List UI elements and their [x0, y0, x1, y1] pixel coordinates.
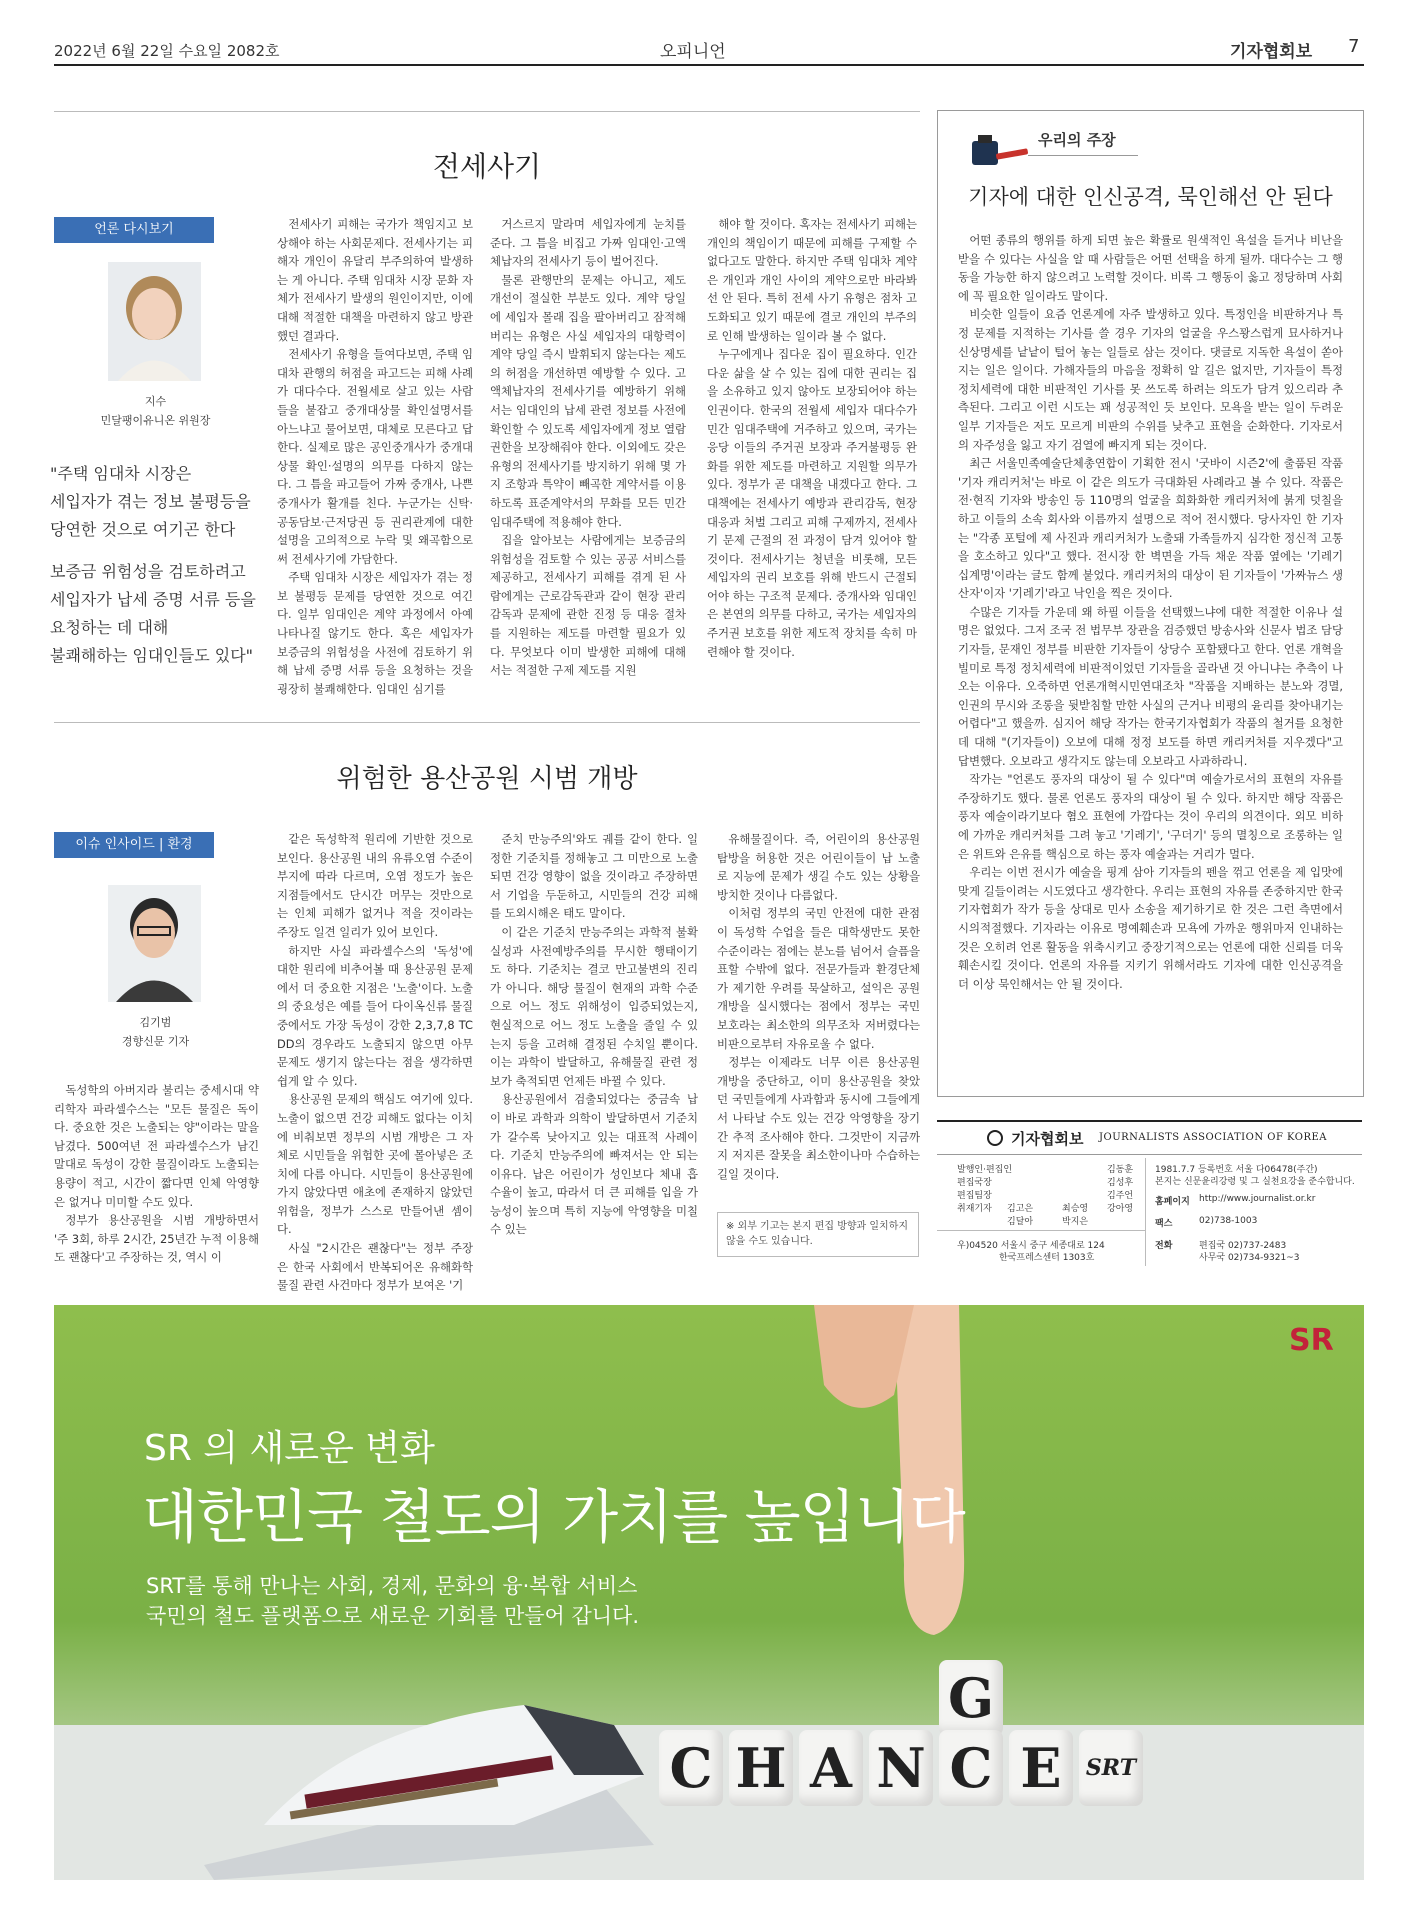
paragraph: 비슷한 일들이 요즘 언론계에 자주 발생하고 있다. 특정인을 비판하거나 특정 문제를 지적하는 기사를 쓸 경우 기자의 얼굴을 우스꽝스럽게 묘사하거나 신상명세를 낱낱이 털어 놓는 일들로 삼는 것이다. 댓글로 지독한 욕설이 쏟아지는 일은 일이다. 가해자들의 마음을 정확히 알 길은 없지만, 기자들이 특정 정치세력에 대한 비판적인 기사를 못 쓰도록 하려는 의도가 담겨 있으리라 추측된다. 그리고 이런 시도는 꽤 성공적인 듯 보인다. 모욕을 받는 일이 두려운 일부 기자들은 저도 모르게 비판의 수위를 낮추고 표현을 순화한다. 기자로서의 자주성을 잃고 자기 검열에 빠지게 되는 것이다. — [958, 307, 1343, 452]
pull-quote-line: 요청하는 데 대해 — [50, 618, 169, 637]
editorial-label-underline — [1028, 155, 1138, 156]
paragraph: 작가는 "언론도 풍자의 대상이 될 수 있다"며 예술가로서의 표현의 자유를 주장하기도 했다. 물론 언론도 풍자의 대상이 될 수 있다. 하지만 해당 작품은 풍자 예술이라기보다 혐오 표현에 가깝다는 것이 우리의 의견이다. 외모 비하에 가까운 캐리커처를 그려 놓고 '기레기', '구더기' 등의 멸칭으로 조롱하는 일은 위트와 은유를 핵심으로 하는 풍자 예술과는 거리가 멀다. — [958, 772, 1343, 861]
masthead-role: 취재기자 — [957, 1204, 992, 1214]
masthead-divider — [1145, 1158, 1146, 1266]
article1-body-col1 — [277, 215, 473, 696]
pull-quote — [50, 460, 260, 670]
ink-pen-icon — [968, 127, 1028, 171]
masthead-fax: 02)738-1003 — [1199, 1216, 1258, 1226]
paragraph: 누구에게나 집다운 집이 필요하다. 인간다운 삶을 살 수 있는 집에 대한 권리는 집을 소유하고 있지 않아도 보장되어야 하는 인권이다. 한국의 전월세 세입자 대다수가 민간 임대주택에 거주하고 있으며, 국가는 응당 이들의 주거권 보장과 주거불평등 완화를 위한 제도를 마련하고 지원할 의무가 있다. 정부가 곧 대책을 내겠다고 한다. 그 대책에는 전세사기 예방과 관리감독, 현장대응과 처벌 그리고 피해 구제까지, 전세사기 문제 근절의 전 과정이 담겨 있어야 할 것이다. 전세사기는 청년을 비롯해, 모든 세입자의 권리 보호를 위해 반드시 근절되어야 하는 구조적 문제다. 중개사와 임대인은 본연의 의무를 다하고, 국가는 세입자의 주거권 보호를 위한 제도적 장치를 속히 마련해야 할 것이다. — [707, 347, 917, 659]
author-name: 김기범 — [139, 1016, 172, 1029]
article2-title: 위험한 용산공원 시범 개방 — [336, 764, 638, 794]
article2-body-col1 — [277, 830, 473, 1293]
paragraph: 주택 임대차 시장은 세입자가 겪는 정보 불평등 문제를 당연한 것으로 여긴다. 일부 임대인은 계약 과정에서 아예 나타나질 않기도 한다. 혹은 세입자가 보증금의 위험성을 사전에 검토하기 위해 납세 증명 서류 등을 요청하는 것을 굉장히 불쾌해한다. 임대인 심기를 — [277, 570, 473, 696]
masthead-name: 김달아 — [1007, 1217, 1034, 1227]
paragraph: 최근 서울민족예술단체총연합이 기획한 전시 '굿바이 시즌2'에 출품된 작품 '기자 캐리커처'는 바로 이 같은 의도가 극대화된 사례라고 볼 수 있다. 작품은 전·현직 기자와 방송인 등 110명의 얼굴을 희화화한 캐리커처에 붉게 덧칠을 하고 이들의 소속 회사와 이름까지 설명으로 적어 전시했다. 당사자인 한 기자는 "각종 포털에 제 사진과 캐리커처가 노출돼 가족들까지 심각한 정신적 고통을 호소하고 있다"고 했다. 전시장 한 벽면을 가득 채운 작품 옆에는 '기레기 십계명'이라는 글도 함께 붙었다. 캐리커처의 대상이 된 기자들이 '가짜뉴스 생산자'이자 '기레기'라고 낙인을 찍은 것이다. — [958, 456, 1343, 601]
masthead-name: 강아영 — [1107, 1204, 1134, 1214]
change-letter-block: C — [939, 1730, 1003, 1806]
masthead-name: 박지은 — [1062, 1217, 1089, 1227]
masthead — [937, 1120, 1362, 1272]
editorial-label: 우리의 주장 — [1038, 131, 1116, 149]
masthead-role: 편집팀장 — [957, 1191, 992, 1201]
ad-subtext: 국민의 철도 플랫폼으로 새로운 기회를 만들어 갑니다. — [146, 1604, 640, 1628]
article2-column-tag: 이슈 인사이드 | 환경 — [54, 832, 214, 858]
sr-brand-logo: SR — [1289, 1323, 1334, 1358]
masthead-address: 한국프레스센터 1303호 — [999, 1253, 1095, 1263]
paragraph: 준치 만능주의'와도 궤를 같이 한다. 일정한 기준치를 정해놓고 그 미만으로 노출되면 건강 영향이 없을 것이라고 주장하면서 기업을 두둔하고, 시민들의 건강 피해를 도외시해온 태도 말이다. — [490, 832, 698, 921]
ad-subtext: SRT를 통해 만나는 사회, 경제, 문화의 융·복합 서비스 — [146, 1574, 638, 1598]
masthead-phone: 사무국 02)734-9321~3 — [1199, 1253, 1300, 1263]
masthead-logo: 기자협회보 — [1011, 1130, 1084, 1148]
masthead-fax-label: 팩스 — [1155, 1219, 1173, 1229]
masthead-address: 우)04520 서울시 중구 세종대로 124 — [957, 1241, 1105, 1251]
masthead-logo-emblem — [987, 1130, 1003, 1146]
masthead-registration: 1981.7.7 등록번호 서울 다06478(주간) — [1155, 1165, 1318, 1175]
pull-quote-line: "주택 임대차 시장은 — [50, 464, 192, 483]
article1-top-rule — [54, 111, 920, 112]
paragraph: 어떤 종류의 행위를 하게 되면 높은 확률로 원색적인 욕설을 듣거나 비난을 받을 수 있다는 사실을 알 때 사람들은 어떤 선택을 하게 될까. 대다수는 그 행동을 가능한 하지 않으려고 노력할 것이다. 비록 그 행동이 옳고 정당하며 사회에 꼭 필요한 일이라도 말이다. — [958, 233, 1343, 303]
masthead-rule — [937, 1154, 1362, 1155]
masthead-logo-en: JOURNALISTS ASSOCIATION OF KOREA — [1099, 1132, 1328, 1143]
article2-body-col0 — [54, 1081, 259, 1265]
change-letter-block: H — [729, 1730, 793, 1806]
paragraph: 용산공원 문제의 핵심도 여기에 있다. 노출이 없으면 건강 피해도 없다는 이치에 비춰보면 정부의 시범 개방은 그 자체로 시민들을 위험한 곳에 몰아넣은 조치에 다름 아니다. 시민들이 용산공원에 가지 않았다면 애초에 존재하지 않았던 위험을, 정부가 스스로 만들어낸 셈이다. — [277, 1092, 473, 1237]
paragraph: 독성학의 아버지라 불리는 중세시대 약리학자 파라셀수스는 "모든 물질은 독이다. 중요한 것은 노출되는 양"이라는 말을 남겼다. 500여년 전 파라셀수스가 남긴 말대로 독성이 강한 물질이라도 노출되는 용량이 적고, 시간이 짧다면 인체 악영향은 없거나 미미할 수도 있다. — [54, 1083, 259, 1209]
publication-name: 기자협회보 — [1230, 42, 1313, 62]
masthead-role: 편집국장 — [957, 1178, 992, 1188]
paragraph: 이 같은 기준치 만능주의는 과학적 불확실성과 사전예방주의를 무시한 행태이기도 하다. 기준치는 결코 만고불변의 진리가 아니다. 해당 물질이 현재의 과학 수준으로 어느 정도 위해성이 입증되었는지, 현실적으로 어느 정도 노출을 줄일 수 있는지 등을 고려해 결정된 수치일 뿐이다. 이는 과학이 발달하고, 유해물질 관련 정보가 축적되면 언제든 바뀔 수 있다. — [490, 924, 698, 1088]
change-letter-block: C — [659, 1730, 723, 1806]
author-affiliation: 민달팽이유니온 위원장 — [100, 414, 211, 427]
paragraph: 하지만 사실 파라셀수스의 '독성'에 대한 원리에 비추어볼 때 용산공원 문제에서 더 중요한 지점은 '노출'이다. 노출의 중요성은 예를 들어 다이옥신류 물질 중에서도 가장 독성이 강한 2,3,7,8 TCDD의 경우라도 노출되지 않으면 아무 문제도 생기지 않는다는 점을 생각하면 쉽게 알 수 있다. — [277, 943, 473, 1088]
ad-main-headline: 대한민국 철도의 가치를 높입니다 — [142, 1483, 965, 1551]
header-rule — [54, 64, 1364, 66]
paragraph: 정부는 이제라도 너무 이른 용산공원 개방을 중단하고, 이미 용산공원을 찾았던 국민들에게 사과함과 동시에 그들에게서 나타날 수도 있는 건강 악영향을 장기간 추적 조사해야 한다. 그것만이 지금까지 저지른 잘못을 최소한이나마 수습하는 길일 것이다. — [717, 1055, 920, 1181]
masthead-phone-label: 전화 — [1155, 1241, 1173, 1251]
paragraph: 전세사기 유형을 들여다보면, 주택 임대차 관행의 허점을 파고드는 피해 사례가 대다수다. 전월세로 살고 있는 사람들을 붙잡고 중개대상물 확인설명서를 아느냐고 물어보면, 대체로 모른다고 답한다. 실제로 많은 공인중개사가 중개대상물 확인·설명의 의무를 다하지 않는다. 그 틈을 파고들어 가짜 중개사, 나쁜 중개사가 활개를 친다. 누군가는 신탁·공동담보·근저당권 등 권리관계에 대한 설명을 고의적으로 누락 및 왜곡함으로써 전세사기에 가담한다. — [277, 347, 473, 566]
srt-logo-block: SRT — [1079, 1730, 1143, 1806]
pull-quote-line: 세입자가 납세 증명 서류 등을 — [50, 590, 256, 609]
masthead-registration: 본지는 신문윤리강령 및 그 실천요강을 준수합니다. — [1155, 1177, 1355, 1187]
author-portrait-icon — [108, 262, 201, 381]
masthead-rule — [937, 1230, 1145, 1231]
article1-body-col2 — [490, 215, 686, 685]
paragraph: 수많은 기자들 가운데 왜 하필 이들을 선택했느냐에 대한 적절한 이유나 설명은 없었다. 그저 조국 전 법무부 장관을 검증했던 방송사와 신문사 법조 담당 기자들, 문재인 정부를 비판한 기자들이 상당수 포함됐다고 한다. 언론 개혁을 빌미로 특정 정치세력에 비판적이었던 기자들을 골라낸 것 아니냐는 추측이 나오는 이유다. 오죽하면 언론개혁시민연대조차 "작품을 지배하는 분노와 경멸, 인권의 무시와 조롱을 뒷받침할 만한 사실의 근거나 비평의 윤리를 찾아내기는 어렵다"고 했을까. 심지어 해당 작가는 한국기자협회가 작품의 철거를 요청한 데 대해 "(기자들이) 오보에 대해 정정 보도를 하면 캐리커처를 지우겠다"고 답변했다. 오보라고 생각지도 않는데 오보라고 사과하라니. — [958, 604, 1343, 768]
paragraph: 용산공원에서 검출되었다는 중금속 납이 바로 과학과 의학이 발달하면서 기준치가 갈수록 낮아지고 있는 대표적 사례이다. 기준치 만능주의에 빠져서는 안 되는 이유다. 납은 어린이가 성인보다 체내 흡수율이 높고, 따라서 더 큰 피해를 입을 가능성이 높으며 특히 지능에 악영향을 미칠 수 있는 — [490, 1092, 698, 1237]
change-letter-block: E — [1009, 1730, 1073, 1806]
paragraph: 전세사기 피해는 국가가 책임지고 보상해야 하는 사회문제다. 전세사기는 피해자 개인이 유달리 부주의하여 발생하는 게 아니다. 주택 임대차 시장 문화 자체가 전세사기 발생의 원인이지만, 이에 대해 적절한 대책을 마련하지 않고 방관했던 결과다. — [277, 217, 473, 343]
paragraph: 거스르지 말라며 세입자에게 눈치를 준다. 그 틈을 비집고 가짜 임대인·고액체납자의 전세사기 등이 벌어진다. — [490, 217, 686, 269]
masthead-name: 최승영 — [1062, 1204, 1089, 1214]
page-number: 7 — [1348, 36, 1360, 57]
article1-column-tag: 언론 다시보기 — [54, 217, 214, 243]
paragraph: 물론 관행만의 문제는 아니고, 제도 개선이 절실한 부분도 있다. 계약 당일에 세입자 몰래 집을 팔아버리고 잠적해버리는 유형은 사실 세입자의 대항력이 계약 당일 즉시 발휘되지 않는다는 제도의 허점을 개선하면 예방할 수 있다. 고액체납자의 전세사기를 예방하기 위해서는 임대인의 납세 관련 정보를 사전에 확인할 수 있도록 세입자에게 정보 열람 권한을 보장해줘야 한다. 이외에도 갖은 유형의 전세사기를 방지하기 위해 몇 가지 조항과 특약이 빼곡한 계약서를 이용하도록 표준계약서의 무화를 모든 민간 임대주택에 적용해야 한다. — [490, 272, 686, 529]
paragraph: 유해물질이다. 즉, 어린이의 용산공원 탐방을 허용한 것은 어린이들이 납 노출로 지능에 문제가 생길 수도 있는 상황을 방치한 것이나 다름없다. — [717, 832, 920, 902]
article1-body-col3 — [707, 215, 917, 685]
pull-quote-line: 보증금 위험성을 검토하려고 — [50, 562, 246, 581]
change-letter-block: N — [869, 1730, 933, 1806]
issue-date: 2022년 6월 22일 수요일 2082호 — [54, 42, 280, 60]
paragraph: 이처럼 정부의 국민 안전에 대한 관점이 독성학 수업을 들은 대학생만도 못한 수준이라는 점에는 분노를 넘어서 슬픔을 표할 수밖에 없다. 전문가들과 환경단체가 제기한 우려를 묵살하고, 설익은 공원 개방을 실시했다는 점에서 정부는 국민 보호라는 최소한의 의무조차 저버렸다는 비판으로부터 자유로울 수 없다. — [717, 906, 920, 1051]
masthead-homepage-link[interactable]: http://www.journalist.or.kr — [1199, 1194, 1316, 1204]
pull-quote-line: 세입자가 겪는 정보 불평등을 — [50, 492, 251, 511]
contributor-disclaimer: ※ 외부 기고는 본지 편집 방향과 일치하지 않을 수도 있습니다. — [717, 1212, 919, 1257]
change-letter-block: G — [939, 1660, 1003, 1736]
editorial-box — [937, 110, 1364, 1097]
sr-advertisement — [54, 1305, 1364, 1880]
paragraph: 해야 할 것이다. 혹자는 전세사기 피해는 개인의 책임이기 때문에 피해를 구제할 수 없다고도 말한다. 하지만 주택 임대차 계약은 개인과 개인 사이의 계약으로만 바라봐선 안 된다. 특히 전세 사기 유형은 점차 고도화되고 있기 때문에 결코 개인의 부주의로 인해 발생하는 일이라 볼 수 없다. — [707, 217, 917, 343]
paragraph: 우리는 이번 전시가 예술을 핑계 삼아 기자들의 펜을 꺾고 언론을 제 입맛에 맞게 길들이려는 시도였다고 생각한다. 우리는 표현의 자유를 존중하지만 한국기자협회가 작가 등을 상대로 민사 소송을 제기하기로 한 것은 그런 측면에서 시의적절했다. 기자라는 이유로 명예훼손과 모욕에 가까운 행위마저 인내하는 것은 오히려 언론 활동을 위축시키고 중장기적으로는 언론에 대한 신뢰를 더욱 훼손시킬 것이다. 언론의 자유를 지키기 위해서라도 기자에 대한 인신공격을 더 이상 묵인해서는 안 될 것이다. — [958, 865, 1343, 991]
pull-quote-spacer — [50, 544, 260, 558]
article2-body-col2 — [490, 830, 698, 1262]
change-letter-block: A — [799, 1730, 863, 1806]
masthead-homepage-label: 홈페이지 — [1155, 1197, 1190, 1207]
editorial-body — [958, 231, 1343, 1086]
masthead-name: 김성후 — [1107, 1178, 1134, 1188]
author-photo — [108, 885, 201, 1002]
section-name: 오피니언 — [660, 42, 726, 62]
article2-body-col3 — [717, 830, 920, 1202]
editorial-title: 기자에 대한 인신공격, 묵인해선 안 된다 — [968, 185, 1333, 209]
paragraph: 집을 알아보는 사람에게는 보증금의 위험성을 검토할 수 있는 공공 서비스를 제공하고, 전세사기 피해를 겪게 된 사람에게는 근로감독관과 같이 현장 관리감독과 문제에 관한 진정 등 대응 절차를 지원하는 제도를 마련할 필요가 있다. 무엇보다 이미 발생한 피해에 대해서는 적절한 구제 제도를 지원 — [490, 533, 686, 678]
masthead-name: 김동훈 — [1107, 1165, 1134, 1175]
paragraph: 정부가 용산공원을 시범 개방하면서 '주 3회, 하루 2시간, 25년간 누적 이용해도 괜찮다'고 주장하는 것, 역시 이 — [54, 1213, 259, 1265]
author-photo — [108, 262, 201, 381]
masthead-role: 발행인·편집인 — [957, 1165, 1013, 1175]
masthead-name: 김주언 — [1107, 1191, 1134, 1201]
author-affiliation: 경향신문 기자 — [121, 1035, 190, 1048]
author-portrait-icon — [108, 885, 201, 1002]
pull-quote-line: 당연한 것으로 여기곤 한다 — [50, 520, 236, 539]
paragraph: 사실 "2시간은 괜찮다"는 정부 주장은 한국 사회에서 반복되어온 유해화학물질 관련 사건마다 정부가 보여온 '기 — [277, 1241, 473, 1293]
author-name: 지수 — [144, 395, 167, 408]
ad-small-headline: SR 의 새로운 변화 — [144, 1428, 435, 1469]
masthead-name: 김고은 — [1007, 1204, 1034, 1214]
paragraph: 같은 독성학적 원리에 기반한 것으로 보인다. 용산공원 내의 유류오염 수준이 부지에 따라 다르며, 오염 정도가 높은 지점들에서도 단시간 머무는 것만으로는 인체 피해가 없거나 적을 것이라는 주장도 일견 일리가 있어 보인다. — [277, 832, 473, 939]
article2-top-rule — [54, 722, 920, 723]
pull-quote-line: 불쾌해하는 임대인들도 있다" — [50, 646, 254, 665]
masthead-phone: 편집국 02)737-2483 — [1199, 1241, 1287, 1251]
article1-title: 전세사기 — [432, 150, 542, 183]
